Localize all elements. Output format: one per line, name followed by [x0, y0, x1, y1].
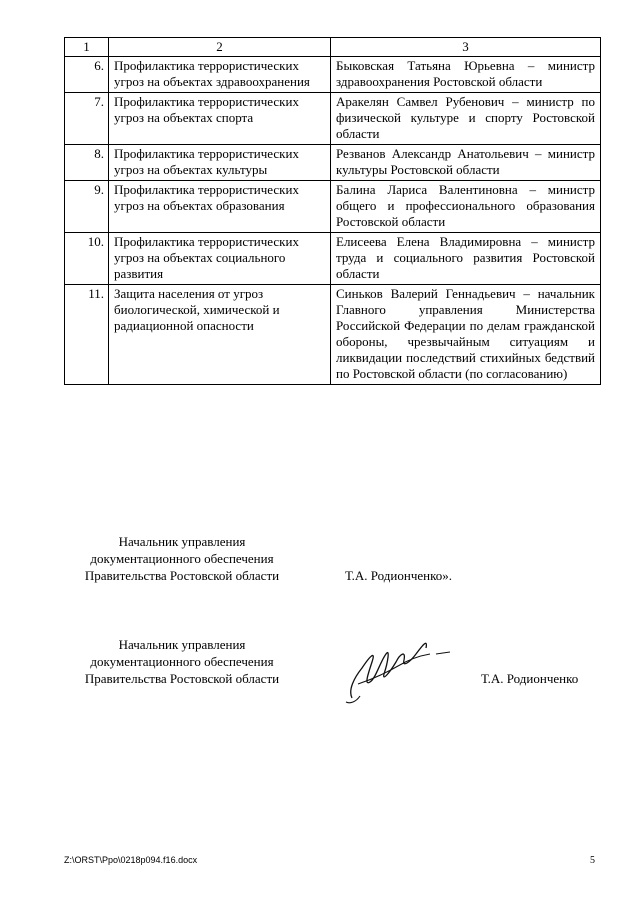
row-responsible: Резванов Александр Анатольевич – министр культуры Ростовской области	[331, 145, 601, 181]
row-number: 10.	[65, 233, 109, 285]
page-number: 5	[590, 855, 595, 866]
table-row	[65, 285, 601, 385]
table-header-row	[65, 38, 601, 57]
title-line: Начальник управления	[118, 534, 246, 549]
signature-block-1-name: Т.А. Родионченко».	[345, 568, 453, 583]
row-number: 7.	[65, 93, 109, 145]
row-area: Профилактика террористических угроз на объектах образования	[109, 181, 331, 233]
title-line: Начальник управления	[118, 637, 246, 652]
handwritten-signature	[340, 628, 460, 708]
signature-block-2-title	[64, 636, 300, 687]
footer-file-path: Z:\ORST\Ppo\0218p094.f16.docx	[64, 855, 198, 865]
title-line: Правительства Ростовской области	[84, 671, 280, 686]
signature-block-2-name: Т.А. Родионченко	[481, 671, 579, 686]
table-row	[65, 93, 601, 145]
title-line: документационного обеспечения	[90, 654, 274, 669]
responsibility-table	[64, 37, 601, 385]
table-row	[65, 145, 601, 181]
table-row	[65, 57, 601, 93]
row-responsible: Аракелян Самвел Рубенович – министр по физической культуре и спорту Ростовской области	[331, 93, 601, 145]
title-line: Правительства Ростовской области	[84, 568, 280, 583]
table-row	[65, 181, 601, 233]
row-number: 6.	[65, 57, 109, 93]
row-area: Профилактика террористических угроз на объектах спорта	[109, 93, 331, 145]
header-col-1: 1	[65, 38, 109, 57]
table-row	[65, 233, 601, 285]
signature-block-1-title	[64, 533, 300, 584]
row-responsible: Быковская Татьяна Юрьевна – министр здравоохранения Ростовской области	[331, 57, 601, 93]
header-col-3: 3	[331, 38, 601, 57]
row-responsible: Елисеева Елена Владимировна – министр труда и социального развития Ростовской области	[331, 233, 601, 285]
row-area: Профилактика террористических угроз на объектах культуры	[109, 145, 331, 181]
row-area: Профилактика террористических угроз на объектах здравоохранения	[109, 57, 331, 93]
row-number: 9.	[65, 181, 109, 233]
row-number: 11.	[65, 285, 109, 385]
row-responsible: Синьков Валерий Геннадьевич – начальник Главного управления Министерства Российской Федерации по делам гражданской обороны, чрезвычайным ситуациям и ликвидации последствий стихийных бедствий по Ростовской области (по согласованию)	[331, 285, 601, 385]
row-responsible: Балина Лариса Валентиновна – министр общего и профессионального образования Ростовской области	[331, 181, 601, 233]
row-number: 8.	[65, 145, 109, 181]
row-area: Защита населения от угроз биологической, химической и радиационной опасности	[109, 285, 331, 385]
title-line: документационного обеспечения	[90, 551, 274, 566]
header-col-2: 2	[109, 38, 331, 57]
row-area: Профилактика террористических угроз на объектах социального развития	[109, 233, 331, 285]
